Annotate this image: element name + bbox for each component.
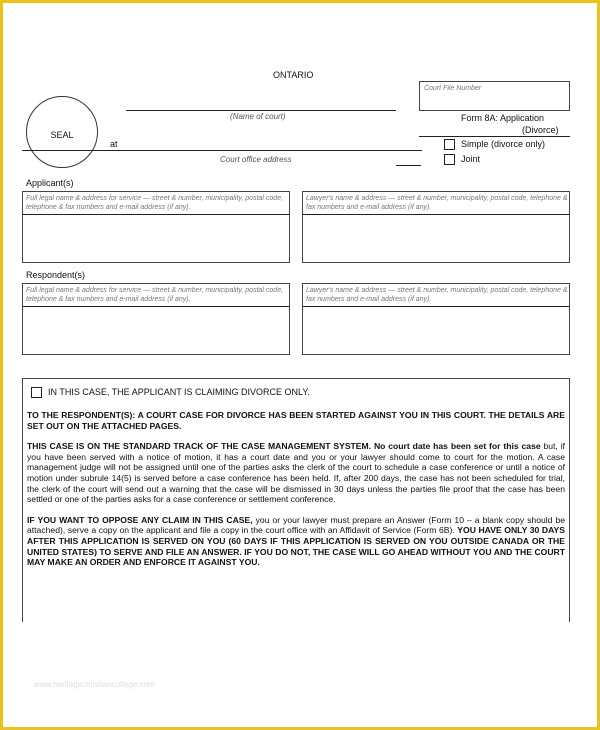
notice-paragraph-3 — [27, 515, 565, 568]
applicants-heading: Applicant(s) — [26, 178, 74, 188]
jurisdiction-label: ONTARIO — [273, 70, 314, 80]
form-subtitle: (Divorce) — [522, 125, 559, 135]
applicant-lawyer-hint: Lawyer's name & address — street & number, municipality, postal code, telephone & fax numbers and e-mail address (if any). — [306, 195, 568, 211]
court-address-line[interactable] — [22, 150, 422, 151]
notice-section — [22, 378, 570, 622]
respondent-party-box[interactable] — [22, 283, 290, 355]
court-file-number-label: Court File Number — [424, 85, 482, 92]
simple-checkbox[interactable] — [444, 139, 455, 150]
simple-option[interactable] — [444, 139, 545, 150]
respondent-lawyer-hint: Lawyer's name & address — street & number, municipality, postal code, telephone & fax numbers and e-mail address (if any). — [306, 287, 568, 303]
notice-paragraph-1: TO THE RESPONDENT(S): A COURT CASE FOR DIVORCE HAS BEEN STARTED AGAINST YOU IN THIS COURT. THE DETAILS ARE SET OUT ON THE ATTACHED PAGES. — [27, 410, 565, 431]
joint-option-label: Joint — [461, 154, 481, 164]
claim-only-checkbox[interactable] — [31, 387, 42, 398]
court-file-number-box[interactable] — [419, 81, 570, 111]
at-label: at — [110, 139, 118, 149]
simple-option-label: Simple (divorce only) — [461, 139, 546, 149]
claim-only-label: IN THIS CASE, THE APPLICANT IS CLAIMING DIVORCE ONLY. — [48, 387, 310, 397]
joint-checkbox[interactable] — [444, 154, 455, 165]
form-title-rule — [419, 136, 570, 137]
respondent-party-hint: Full legal name & address for service — street & number, municipality, postal code, telephone & fax numbers and e-mail address (if any). — [26, 287, 284, 303]
notice-paragraph-2-bold: THIS CASE IS ON THE STANDARD TRACK OF THE CASE MANAGEMENT SYSTEM. No court date has been set for this case — [27, 441, 541, 452]
applicant-party-hint: Full legal name & address for service — street & number, municipality, postal code, telephone & fax numbers and e-mail address (if any). — [26, 195, 284, 211]
applicant-lawyer-box[interactable] — [302, 191, 570, 263]
court-address-caption: Court office address — [220, 155, 292, 164]
notice-paragraph-3-bold-2: YOU HAVE ONLY 30 DAYS AFTER THIS APPLICATION IS SERVED ON YOU (60 DAYS IF THIS APPLICATION IS SERVED ON YOU OUTSIDE CANADA OR THE UNITED STATES) TO SERVE AND FILE AN ANSWER. IF YOU DO NOT, THE CASE WILL GO AHEAD WITHOUT YOU AND THE COURT MAY MAKE AN ORDER AND ENFORCE IT AGAINST YOU. — [27, 525, 565, 568]
address-extra-line — [396, 165, 421, 166]
seal-circle — [26, 96, 98, 168]
court-name-line[interactable] — [126, 110, 396, 111]
joint-option[interactable] — [444, 154, 480, 165]
court-name-caption: (Name of court) — [230, 112, 286, 121]
applicant-party-box[interactable] — [22, 191, 290, 263]
watermark: www.heritagechristiancollege.com — [34, 680, 155, 689]
claim-only-option[interactable] — [31, 387, 310, 398]
respondent-lawyer-box[interactable] — [302, 283, 570, 355]
notice-paragraph-3-mid: you or your lawyer must prepare an Answer (Form 10 – a blank copy should be attached), serve a copy on the applicant and file a copy in the court office with an Affidavit of Service (Form 6B). — [27, 514, 566, 536]
form-title: Form 8A: Application — [461, 113, 545, 123]
notice-paragraph-2 — [27, 441, 565, 505]
notice-body — [27, 410, 565, 578]
respondents-heading: Respondent(s) — [26, 270, 86, 280]
seal-label: SEAL — [50, 130, 74, 140]
notice-paragraph-2-rest: but, if you have been served with a notice of motion, it has a court date and you or your lawyer should come to court for the motion. A case management judge will not be assigned until one of the parties asks the clerk of the court to schedule a case conference or until a notice of motion under subrule 14(5) is served before a case conference has been held. If, after 200 days, the case has not been scheduled for trial, the clerk of the court will send out a warning that the case will be dismissed in 30 days unless the parties file proof that the case has been settled or one of the parties asks for a case conference or settlement conference. — [27, 441, 565, 505]
notice-paragraph-3-bold-1: IF YOU WANT TO OPPOSE ANY CLAIM IN THIS CASE, — [27, 514, 253, 525]
